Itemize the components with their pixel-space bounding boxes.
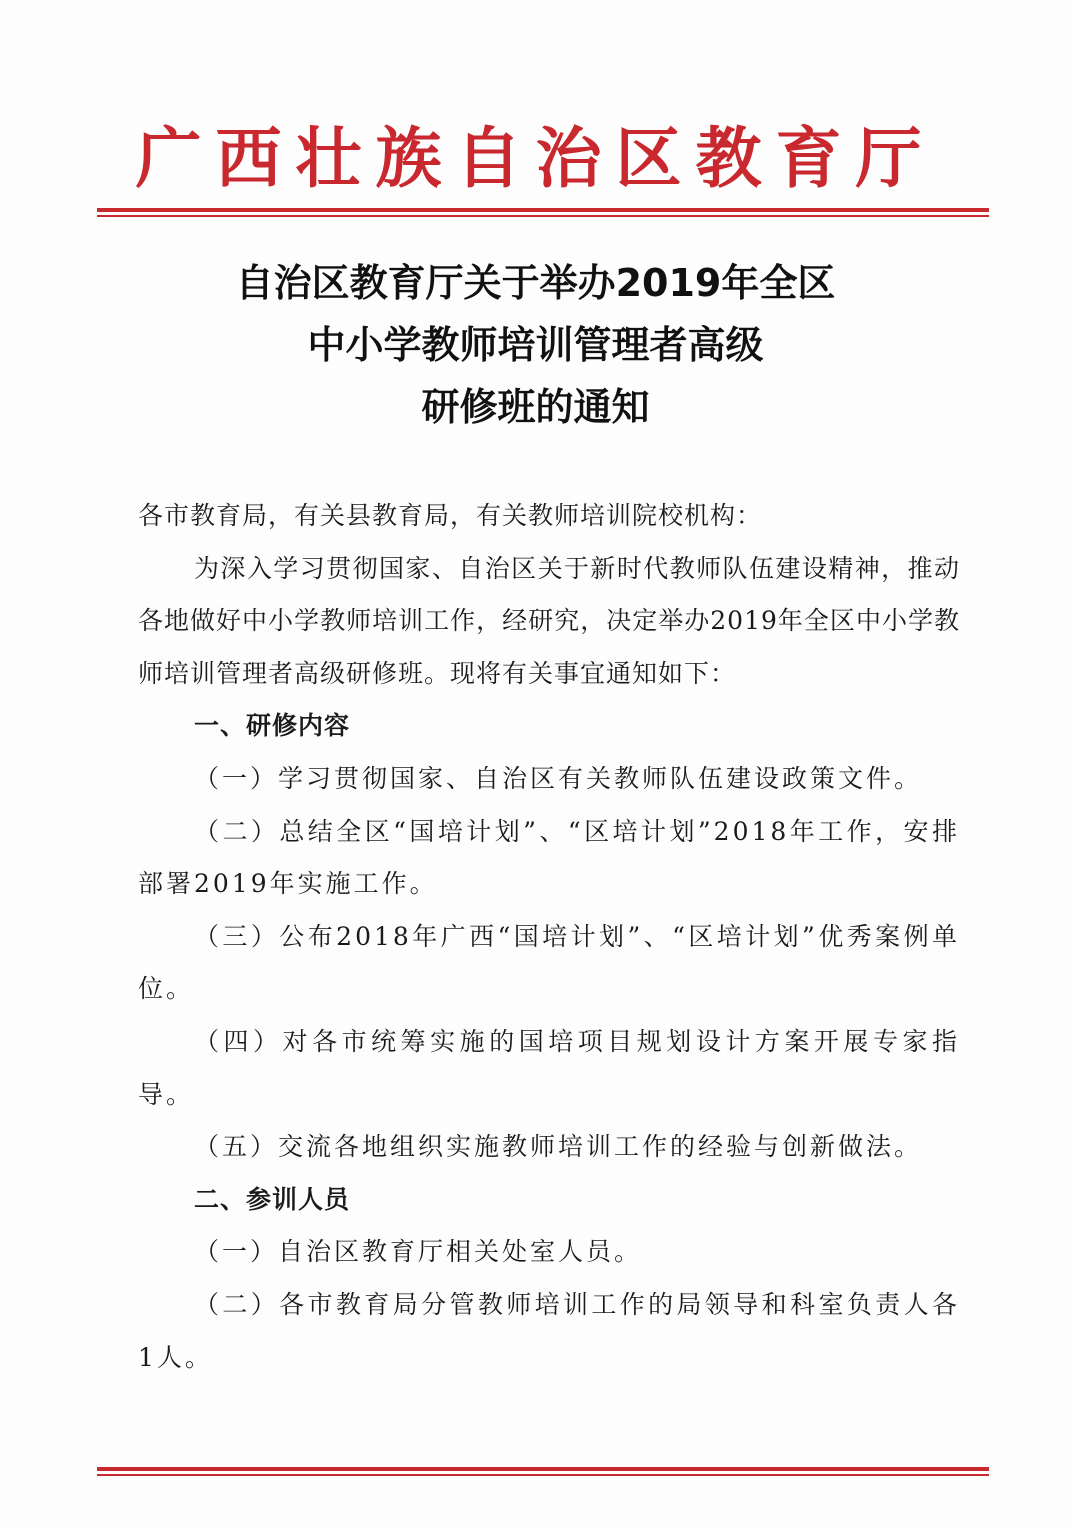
- footer-red-rule: [97, 1467, 989, 1476]
- section-heading-content: 一、研修内容: [194, 711, 351, 741]
- document-title: [0, 252, 1071, 438]
- participants-item-2: （二）各市教育局分管教师培训工作的局领导和科室负责人各1人。: [138, 1289, 960, 1372]
- content-item-1: （一）学习贯彻国家、自治区有关教师队伍建设政策文件。: [194, 763, 923, 793]
- intro-paragraph: 为深入学习贯彻国家、自治区关于新时代教师队伍建设精神，推动各地做好中小学教师培训工作，经研究，决定举办2019年全区中小学教师培训管理者高级研修班。现将有关事宜通知如下：: [138, 553, 960, 688]
- section-heading-participants: 二、参训人员: [194, 1184, 351, 1214]
- title-line-1: 自治区教育厅关于举办2019年全区: [235, 261, 836, 305]
- content-item-2: （二）总结全区“国培计划”、“区培计划”2018年工作，安排部署2019年实施工作。: [138, 816, 960, 899]
- participants-item-1: （一）自治区教育厅相关处室人员。: [194, 1237, 643, 1267]
- content-item-3: （三）公布2018年广西“国培计划”、“区培计划”优秀案例单位。: [138, 921, 960, 1004]
- title-line-2: 中小学教师培训管理者高级: [307, 323, 764, 367]
- title-line-3: 研修班的通知: [421, 385, 650, 429]
- content-item-5: （五）交流各地组织实施教师培训工作的经验与创新做法。: [194, 1132, 923, 1162]
- masthead-title: 广西壮族自治区教育厅: [135, 119, 936, 197]
- salutation: 各市教育局，有关县教育局，有关教师培训院校机构：: [138, 501, 763, 530]
- masthead-red-rule: [97, 208, 989, 217]
- document-body: [138, 490, 960, 1384]
- content-item-4: （四）对各市统筹实施的国培项目规划设计方案开展专家指导。: [138, 1026, 960, 1109]
